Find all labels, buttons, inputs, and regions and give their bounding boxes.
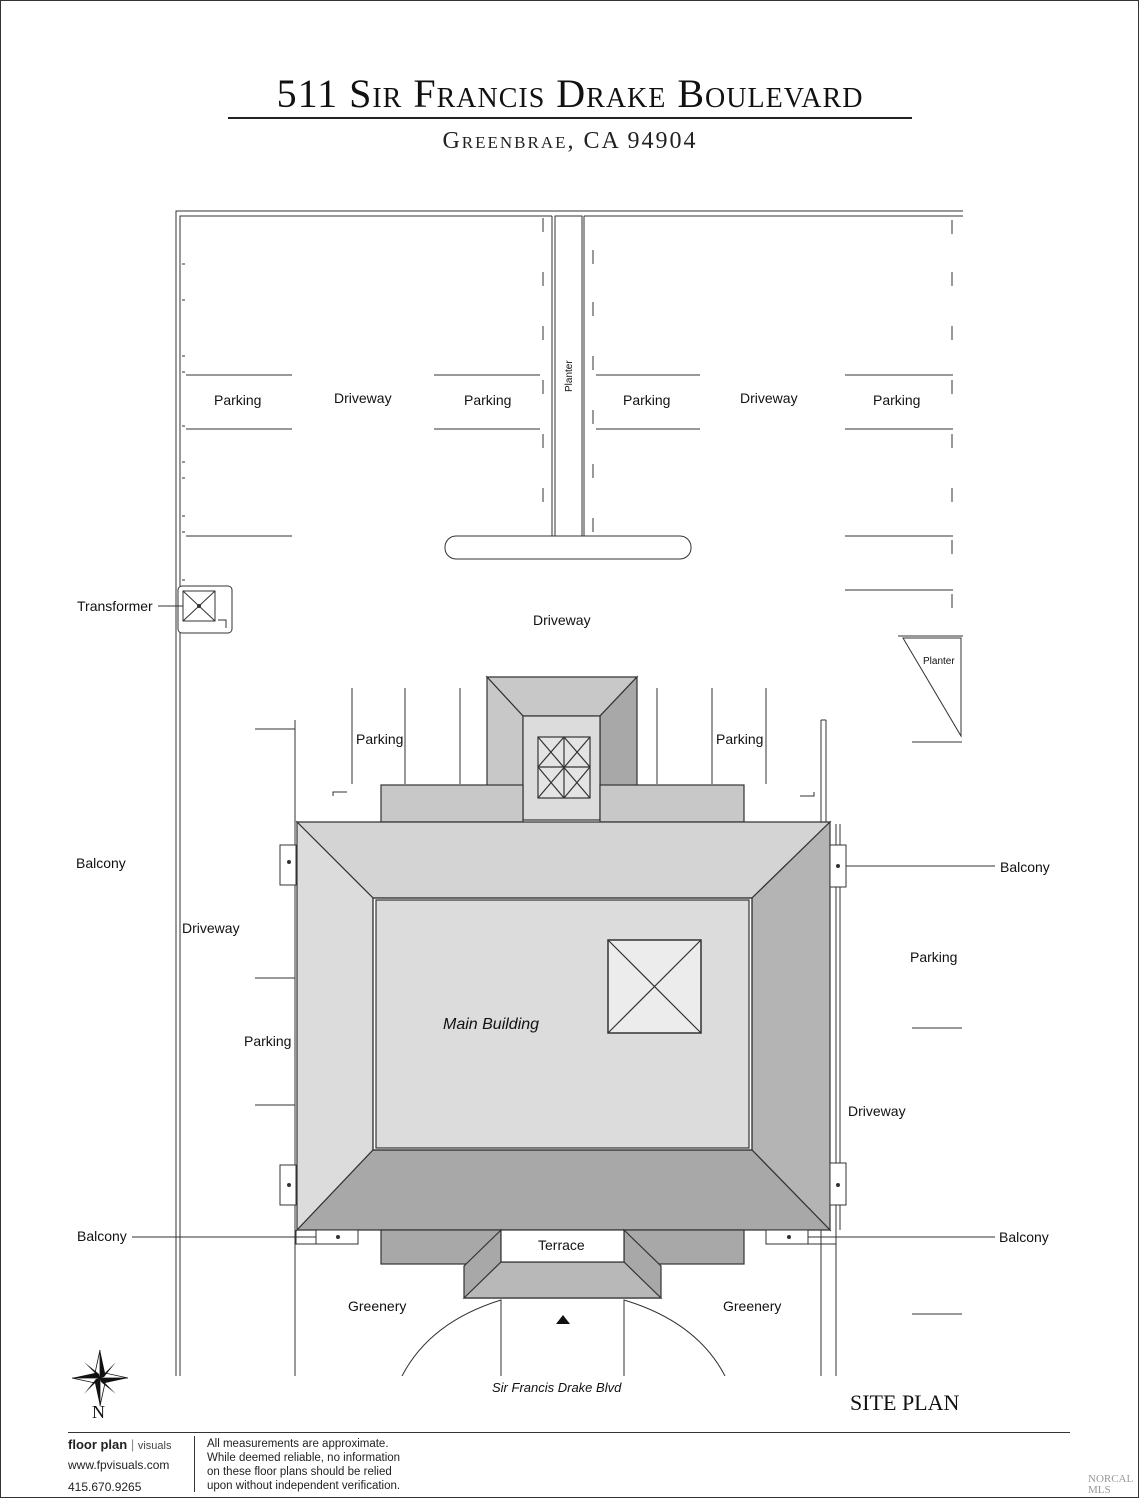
label-greenery-1: Greenery xyxy=(348,1298,407,1314)
mls-watermark xyxy=(1088,1474,1133,1496)
label-parking-4: Parking xyxy=(873,392,921,408)
page-title: 511 Sir Francis Drake Boulevard xyxy=(276,71,864,116)
label-transformer: Transformer xyxy=(77,598,153,614)
brand-name: floor plan xyxy=(68,1437,128,1452)
label-parking-8: Parking xyxy=(244,1033,292,1049)
disclaimer-line: All measurements are approximate. xyxy=(207,1438,389,1450)
disclaimer xyxy=(207,1437,467,1493)
planter-island xyxy=(445,536,691,559)
mls-watermark-bottom: MLS xyxy=(1088,1484,1111,1496)
plan-title: SITE PLAN xyxy=(850,1390,960,1415)
planter-triangle xyxy=(903,638,961,736)
wing-left xyxy=(381,785,523,822)
label-parking-5: Parking xyxy=(356,731,404,747)
roof-south xyxy=(297,1150,830,1230)
label-driveway-4: Driveway xyxy=(182,920,240,936)
label-driveway-1: Driveway xyxy=(334,390,392,406)
brand-phone: 415.670.9265 xyxy=(68,1480,142,1494)
label-parking-3: Parking xyxy=(623,392,671,408)
disclaimer-line: on these floor plans should be relied xyxy=(207,1466,392,1478)
compass-rose-icon xyxy=(72,1350,128,1406)
compass-north-label: N xyxy=(92,1402,105,1422)
roof-north xyxy=(297,822,830,898)
label-greenery-2: Greenery xyxy=(723,1298,782,1314)
front-drive-arc-left xyxy=(402,1300,501,1376)
label-main-building: Main Building xyxy=(443,1016,540,1033)
entry-arrow xyxy=(556,1315,570,1324)
label-driveway-2: Driveway xyxy=(740,390,798,406)
label-balcony-3: Balcony xyxy=(77,1228,127,1244)
label-driveway-3: Driveway xyxy=(533,612,591,628)
disclaimer-line: upon without independent verification. xyxy=(207,1480,401,1492)
wing-right xyxy=(600,785,744,822)
label-balcony-1: Balcony xyxy=(76,855,126,871)
label-planter-2: Planter xyxy=(923,656,955,667)
page-subtitle: Greenbrae, CA 94904 xyxy=(442,128,698,154)
label-balcony-2: Balcony xyxy=(1000,859,1050,875)
label-planter-1: Planter xyxy=(564,360,575,392)
footer-divider xyxy=(68,1432,1070,1433)
label-parking-6: Parking xyxy=(716,731,764,747)
brand-sub: visuals xyxy=(137,1440,172,1452)
label-parking-7: Parking xyxy=(910,949,958,965)
label-street: Sir Francis Drake Blvd xyxy=(492,1380,622,1395)
footer-vertical-divider xyxy=(194,1436,195,1492)
front-drive-arc-right xyxy=(624,1300,725,1376)
balcony-west-upper xyxy=(280,845,296,885)
label-parking-1: Parking xyxy=(214,392,262,408)
brand-logo: floor plan | visuals xyxy=(68,1437,172,1452)
label-parking-2: Parking xyxy=(464,392,512,408)
mls-watermark-top: NORCAL xyxy=(1088,1473,1134,1485)
label-driveway-5: Driveway xyxy=(848,1103,906,1119)
label-balcony-4: Balcony xyxy=(999,1229,1049,1245)
disclaimer-line: While deemed reliable, no information xyxy=(207,1452,401,1464)
brand-website: www.fpvisuals.com xyxy=(68,1458,170,1472)
label-terrace: Terrace xyxy=(538,1237,585,1253)
